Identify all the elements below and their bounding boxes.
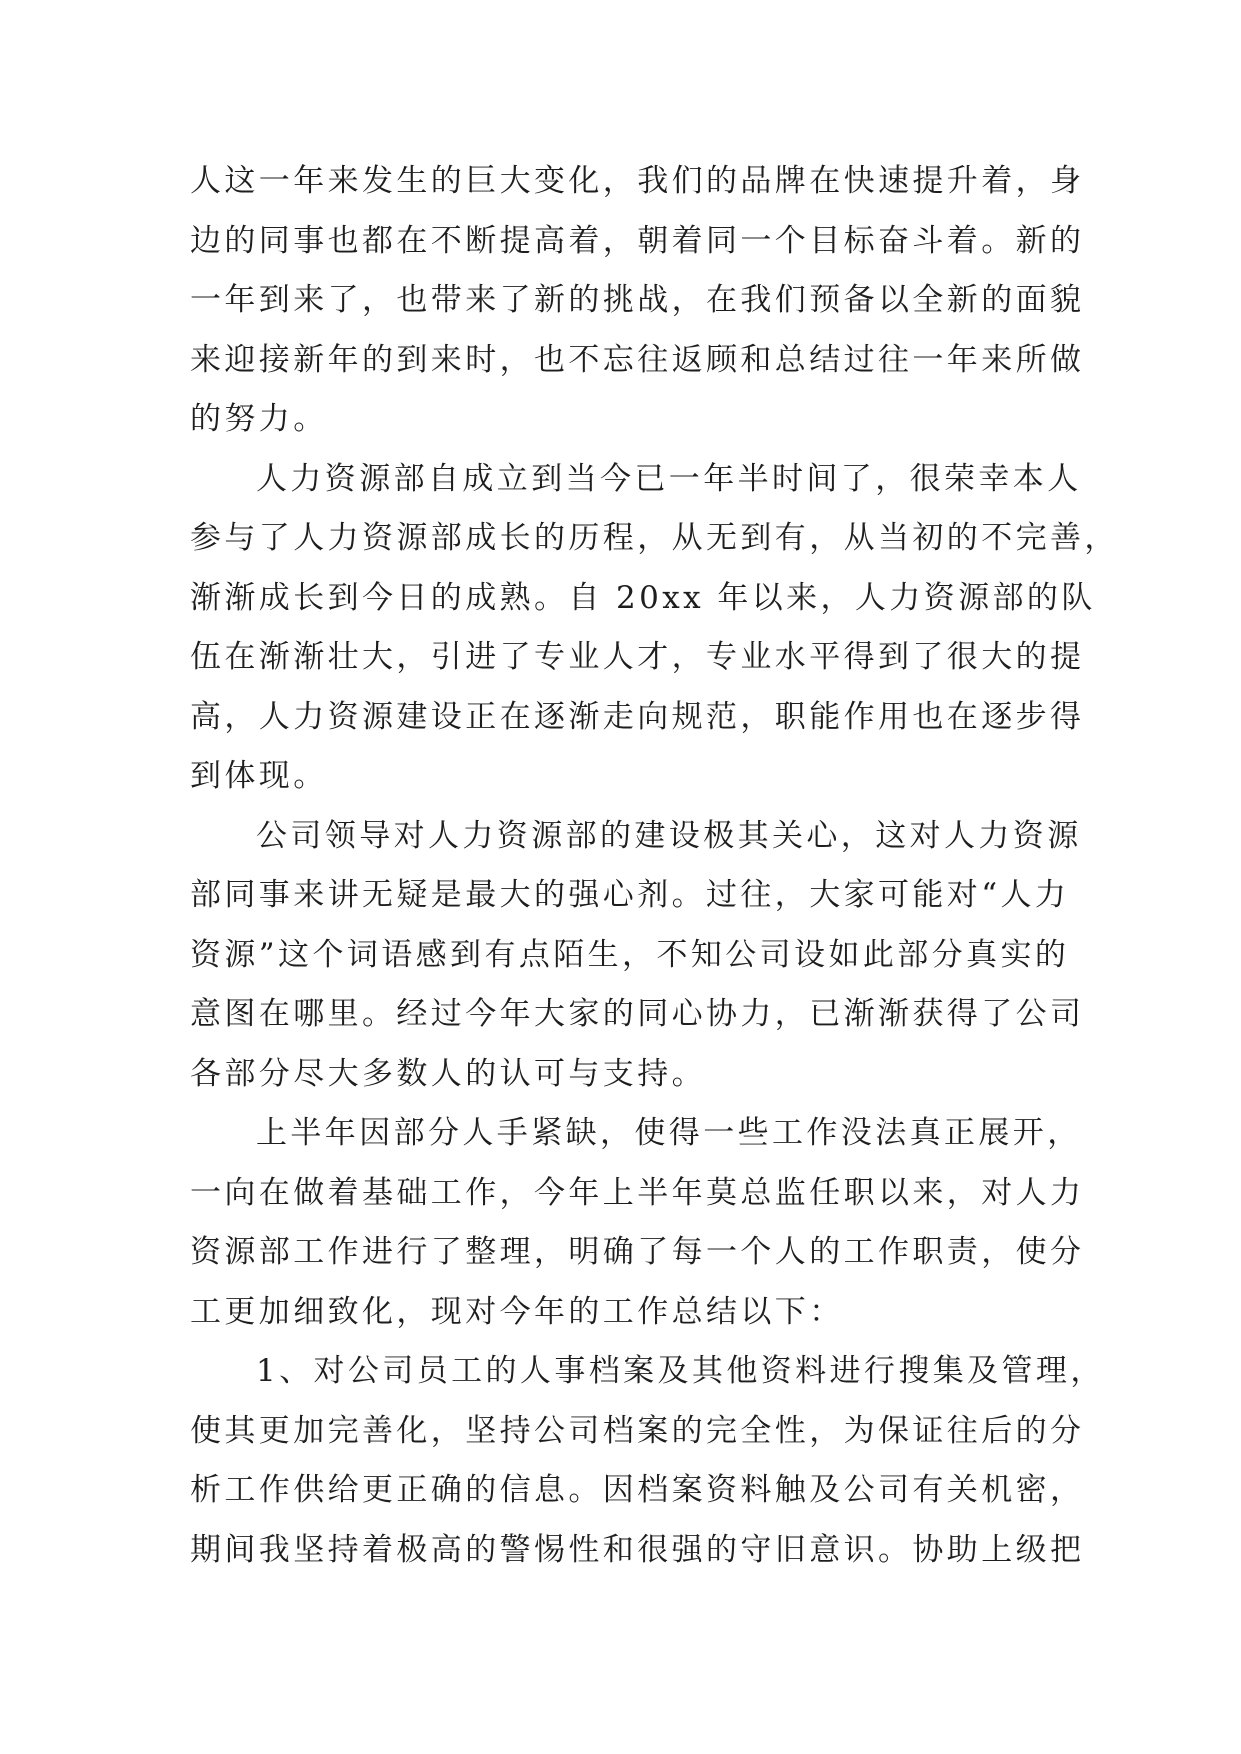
text-line: 到体现。 (190, 758, 328, 794)
paragraph-1 (190, 152, 1085, 450)
text-line: 部同事来讲无疑是最大的强心剂。过往，大家可能对“人力 (190, 877, 1070, 913)
text-line: 一向在做着基础工作，今年上半年莫总监任职以来，对人力 (190, 1174, 1085, 1211)
text-line: 人这一年来发生的巨大变化，我们的品牌在快速提升着，身 (190, 163, 1085, 199)
text-line: 1、对公司员工的人事档案及其他资料进行搜集及管理， (256, 1353, 1105, 1389)
text-line: 各部分尽大多数人的认可与支持。 (190, 1055, 706, 1092)
text-line: 资源部工作进行了整理，明确了每一个人的工作职责，使分 (190, 1234, 1085, 1270)
text-line: 工更加细致化，现对今年的工作总结以下： (190, 1293, 844, 1330)
text-line: 边的同事也都在不断提高着，朝着同一个目标奋斗着。新的 (190, 222, 1085, 259)
paragraph-5 (190, 1342, 1105, 1580)
text-line: 资源”这个词语感到有点陌生，不知公司设如此部分真实的 (190, 936, 1070, 973)
text-line: 来迎接新年的到来时，也不忘往返顾和总结过往一年来所做 (190, 341, 1085, 378)
text-line: 意图在哪里。经过今年大家的同心协力，已渐渐获得了公司 (190, 996, 1085, 1032)
text-line: 参与了人力资源部成长的历程，从无到有，从当初的不完善， (190, 520, 1119, 556)
text-line: 伍在渐渐壮大，引进了专业人才，专业水平得到了很大的提 (190, 639, 1085, 675)
paragraph-3 (190, 807, 1085, 1105)
document-body (190, 152, 1119, 1580)
text-line: 人力资源部自成立到当今已一年半时间了，很荣幸本人 (256, 460, 1082, 497)
text-line: 高，人力资源建设正在逐渐走向规范，职能作用也在逐步得 (190, 698, 1085, 735)
text-line: 使其更加完善化，坚持公司档案的完全性，为保证往后的分 (190, 1412, 1085, 1449)
text-line: 一年到来了，也带来了新的挑战，在我们预备以全新的面貌 (190, 282, 1085, 318)
paragraph-4 (190, 1104, 1085, 1342)
text-line: 上半年因部分人手紧缺，使得一些工作没法真正展开， (256, 1115, 1082, 1151)
text-line: 期间我坚持着极高的警惕性和很强的守旧意识。协助上级把 (190, 1531, 1085, 1568)
text-line: 公司领导对人力资源部的建设极其关心，这对人力资源 (256, 817, 1082, 854)
text-line: 渐渐成长到今日的成熟。自 20xx 年以来，人力资源部的队 (190, 579, 1096, 616)
text-line: 的努力。 (190, 401, 328, 437)
paragraph-2 (190, 450, 1119, 807)
text-line: 析工作供给更正确的信息。因档案资料触及公司有关机密， (190, 1472, 1085, 1508)
